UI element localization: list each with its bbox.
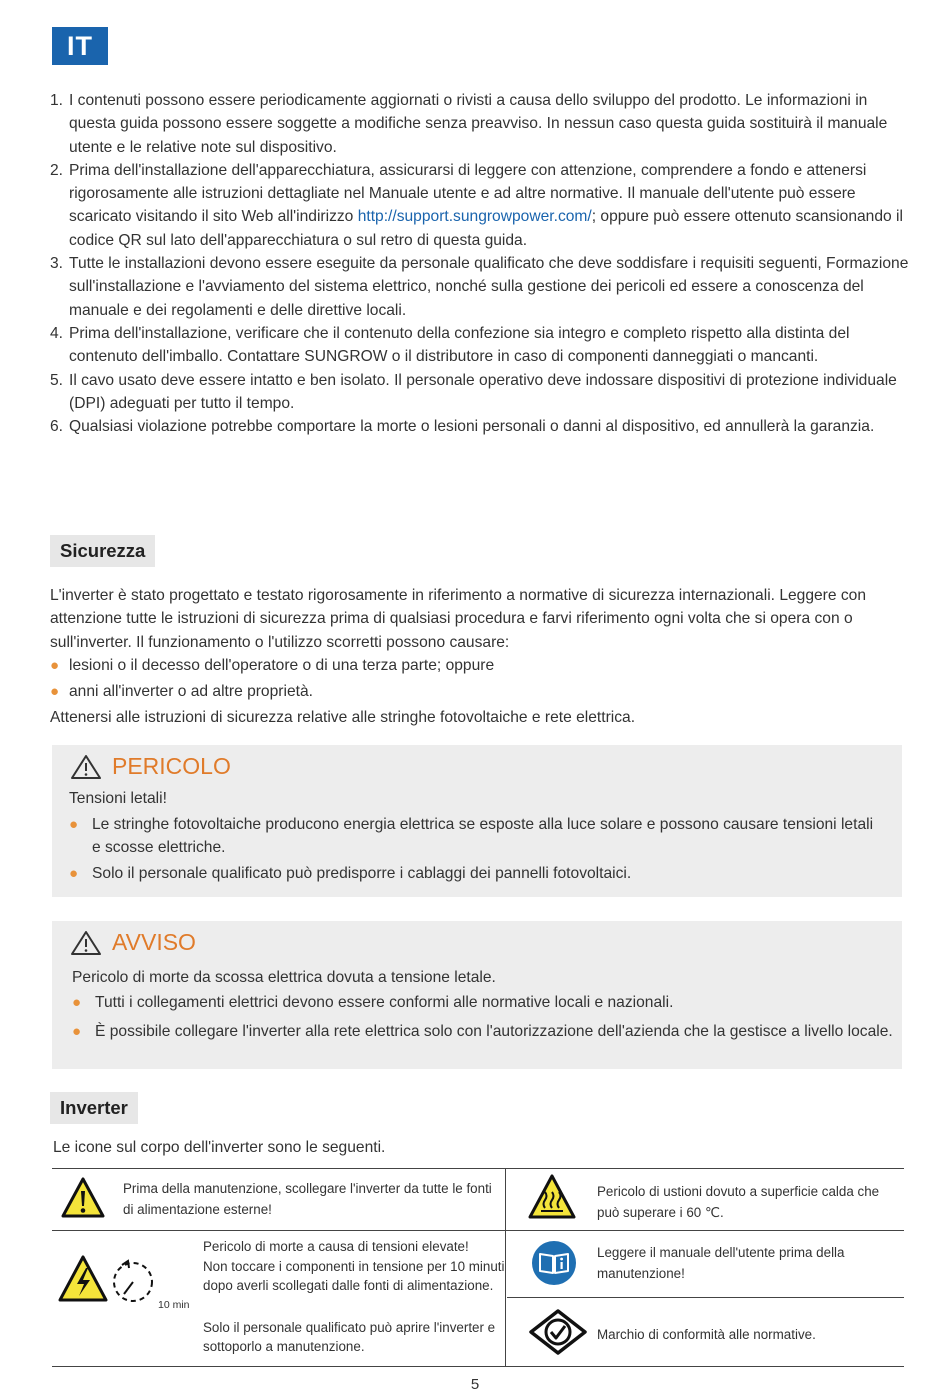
hot-surface-icon — [528, 1174, 576, 1220]
note-item: 4. Prima dell'installazione, verificare che il contenuto della confezione sia integro e completo rispetto alla distinta del contenuto dell'imballo. Contattare SUNGROW o il distributore in caso di componenti danneggiati o mancanti. — [50, 324, 850, 366]
rcm-conformity-icon — [528, 1308, 588, 1356]
warning-triangle-icon — [70, 754, 102, 780]
note-item: 3. Tutte le installazioni devono essere eseguite da personale qualificato che deve soddisfare i requisiti seguenti, Formazione sull'installazione e l'avviamento del sistema elettrico, nonché sulla gestione dei pericoli ed essere a conoscenza del manuale e dei regolamenti e delle direttive locali. — [50, 255, 909, 319]
bullet-dot-icon: ● — [72, 994, 82, 1011]
inverter-intro: Le icone sul corpo dell'inverter sono le seguenti. — [53, 1139, 386, 1156]
warning-title: AVVISO — [70, 929, 196, 956]
high-voltage-text-3: Solo il personale qualificato può aprire l'inverter e sottoporlo a manutenzione. — [203, 1320, 496, 1354]
safety-closing: Attenersi alle istruzioni di sicurezza relative alle stringhe fotovoltaiche e rete elettrica. — [50, 709, 636, 726]
warning-triangle-icon — [70, 930, 102, 956]
conformity-text: Marchio di conformità alle normative. — [597, 1327, 816, 1342]
note-item: 1. I contenuti possono essere periodicamente aggiornati o rivisti a causa dello sviluppo del prodotto. Le informazioni in questa guida possono essere soggette a modifiche senza preavviso. In nessun caso questa guida sostituirà il manuale utente e le relative note sul dispositivo. — [50, 92, 888, 156]
high-voltage-text-2: Non toccare i componenti in tensione per 10 minuti dopo averli scollegati dalle fonti di alimentazione. — [203, 1259, 505, 1293]
warning-general-icon — [61, 1177, 105, 1219]
bullet-dot-icon: ● — [72, 1023, 82, 1040]
read-manual-icon — [531, 1240, 577, 1286]
danger-title: PERICOLO — [70, 753, 231, 780]
note-item: 6. Qualsiasi violazione potrebbe comportare la morte o lesioni personali o danni al dispositivo, ed annullerà la garanzia. — [50, 418, 875, 436]
safety-bullet: ● lesioni o il decesso dell'operatore o di una terza parte; oppure — [50, 654, 908, 677]
danger-bullet: ● Solo il personale qualificato può predisporre i cablaggi dei pannelli fotovoltaici. — [69, 862, 884, 885]
page-number: 5 — [470, 1376, 480, 1393]
safety-intro: L'inverter è stato progettato e testato rigorosamente in riferimento a normative di sicurezza internazionali. Leggere con attenzione tutte le istruzioni di sicurezza prima di qualsiasi procedura e farvi riferimento ogni volta che si opera con o sull'inverter. Il funzionamento o l'utilizzo scorretti possono causare: — [50, 587, 867, 651]
danger-lead: Tensioni letali! — [69, 790, 167, 807]
warning-bullet: ● Tutti i collegamenti elettrici devono essere conformi alle normative locali e nazionali. — [72, 991, 897, 1014]
icon-table — [52, 1168, 904, 1367]
danger-bullet: ● Le stringhe fotovoltaiche producono energia elettrica se esposte alla luce solare e possono causare tensioni letali e scosse elettriche. — [69, 813, 884, 860]
danger-box — [52, 745, 902, 897]
hot-surface-text: Pericolo di ustioni dovuto a superficie calda che può superare i 60 ℃. — [597, 1184, 880, 1220]
safety-bullet: ● anni all'inverter o ad altre proprietà. — [50, 680, 908, 703]
read-manual-text: Leggere il manuale dell'utente prima della manutenzione! — [597, 1245, 845, 1281]
language-badge: IT — [52, 27, 108, 65]
disconnect-text: Prima della manutenzione, scollegare l'inverter da tutte le fonti di alimentazione esterne! — [123, 1181, 492, 1217]
bullet-dot-icon: ● — [50, 683, 60, 700]
support-link[interactable]: http://support.sungrowpower.com/ — [357, 208, 592, 226]
warning-lead: Pericolo di morte da scossa elettrica dovuta a tensione letale. — [72, 969, 496, 986]
timer-label: 10 min — [158, 1299, 190, 1311]
safety-heading: Sicurezza — [50, 535, 155, 567]
bullet-dot-icon: ● — [69, 816, 79, 833]
warning-box — [52, 921, 902, 1069]
electric-shock-icon — [58, 1255, 108, 1303]
warning-bullet: ● È possibile collegare l'inverter alla rete elettrica solo con l'autorizzazione dell'azienda che la gestisce a livello locale. — [72, 1020, 897, 1043]
inverter-heading: Inverter — [50, 1092, 138, 1124]
notes-list — [50, 89, 912, 438]
bullet-dot-icon: ● — [69, 865, 79, 882]
note-item: 5. Il cavo usato deve essere intatto e ben isolato. Il personale operativo deve indossare dispositivi di protezione individuale (DPI) adeguati per tutto il tempo. — [50, 371, 897, 412]
high-voltage-text-1: Pericolo di morte a causa di tensioni elevate! — [203, 1239, 469, 1254]
bullet-dot-icon: ● — [50, 657, 60, 674]
note-item: 2. Prima dell'installazione dell'apparecchiatura, assicurarsi di leggere con attenzione, comprendere a fondo e attenersi rigorosamente alle istruzioni dettagliate nel Manuale utente e ad altre normative. Il manuale dell'utente può essere scaricato visitando il sito Web all'indirizzo http://support.sungrowpower.com/; oppure può essere ottenuto scansionando il codice QR sul lato dell'apparecchiatura o sul retro di questa guida. — [50, 161, 903, 249]
timer-icon — [110, 1256, 156, 1306]
